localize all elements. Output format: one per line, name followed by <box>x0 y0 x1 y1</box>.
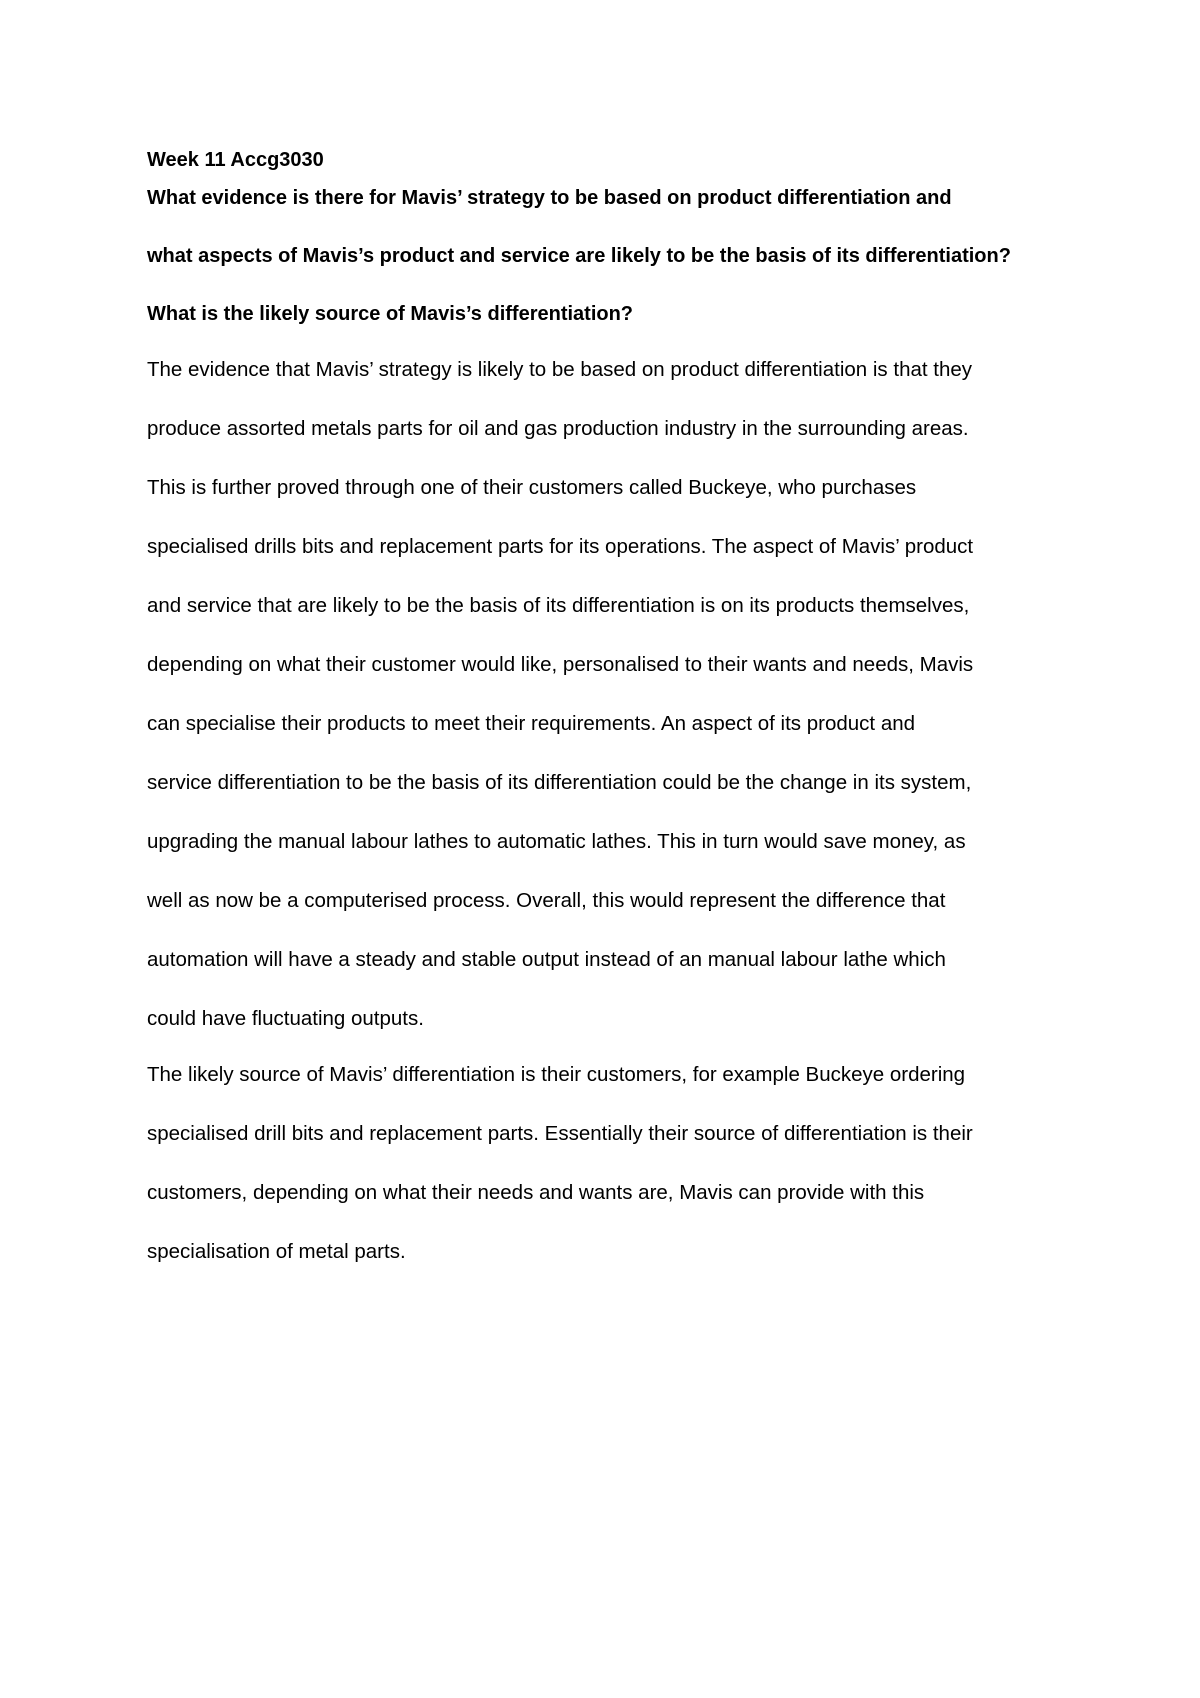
paragraph-line: The evidence that Mavis’ strategy is likely to be based on product differentiation is that they <box>147 358 973 381</box>
paragraph-line: can specialise their products to meet their requirements. An aspect of its product and <box>147 712 916 735</box>
paragraph-line: automation will have a steady and stable output instead of an manual labour lathe which <box>147 948 946 971</box>
question-line: What is the likely source of Mavis’s differentiation? <box>147 303 634 325</box>
paragraph-line: The likely source of Mavis’ differentiation is their customers, for example Buckeye ordering <box>147 1063 966 1086</box>
paragraph-line: specialisation of metal parts. <box>147 1240 406 1263</box>
document-body <box>147 146 1077 1294</box>
document-heading: Week 11 Accg3030 <box>147 149 324 171</box>
paragraph-line: This is further proved through one of their customers called Buckeye, who purchases <box>147 476 917 499</box>
paragraph-line: service differentiation to be the basis of its differentiation could be the change in its system, <box>147 771 972 794</box>
question-line: what aspects of Mavis’s product and service are likely to be the basis of its differentiation? <box>147 245 1011 267</box>
question-line: What evidence is there for Mavis’ strategy to be based on product differentiation and <box>147 187 952 209</box>
paragraph-line: well as now be a computerised process. Overall, this would represent the difference that <box>147 889 946 912</box>
paragraph-line: specialised drills bits and replacement parts for its operations. The aspect of Mavis’ product <box>147 535 974 558</box>
paragraph-line: customers, depending on what their needs and wants are, Mavis can provide with this <box>147 1181 925 1204</box>
paragraph-line: specialised drill bits and replacement parts. Essentially their source of differentiation is their <box>147 1122 973 1145</box>
answer-paragraph-1 <box>147 356 1077 1033</box>
question-block <box>147 184 1077 328</box>
paragraph-line: depending on what their customer would like, personalised to their wants and needs, Mavis <box>147 653 974 676</box>
paragraph-line: upgrading the manual labour lathes to automatic lathes. This in turn would save money, as <box>147 830 966 853</box>
paragraph-line: and service that are likely to be the basis of its differentiation is on its products themselves, <box>147 594 970 617</box>
answer-paragraph-2 <box>147 1061 1077 1266</box>
paragraph-line: could have fluctuating outputs. <box>147 1007 424 1030</box>
paragraph-line: produce assorted metals parts for oil and gas production industry in the surrounding areas. <box>147 417 969 440</box>
